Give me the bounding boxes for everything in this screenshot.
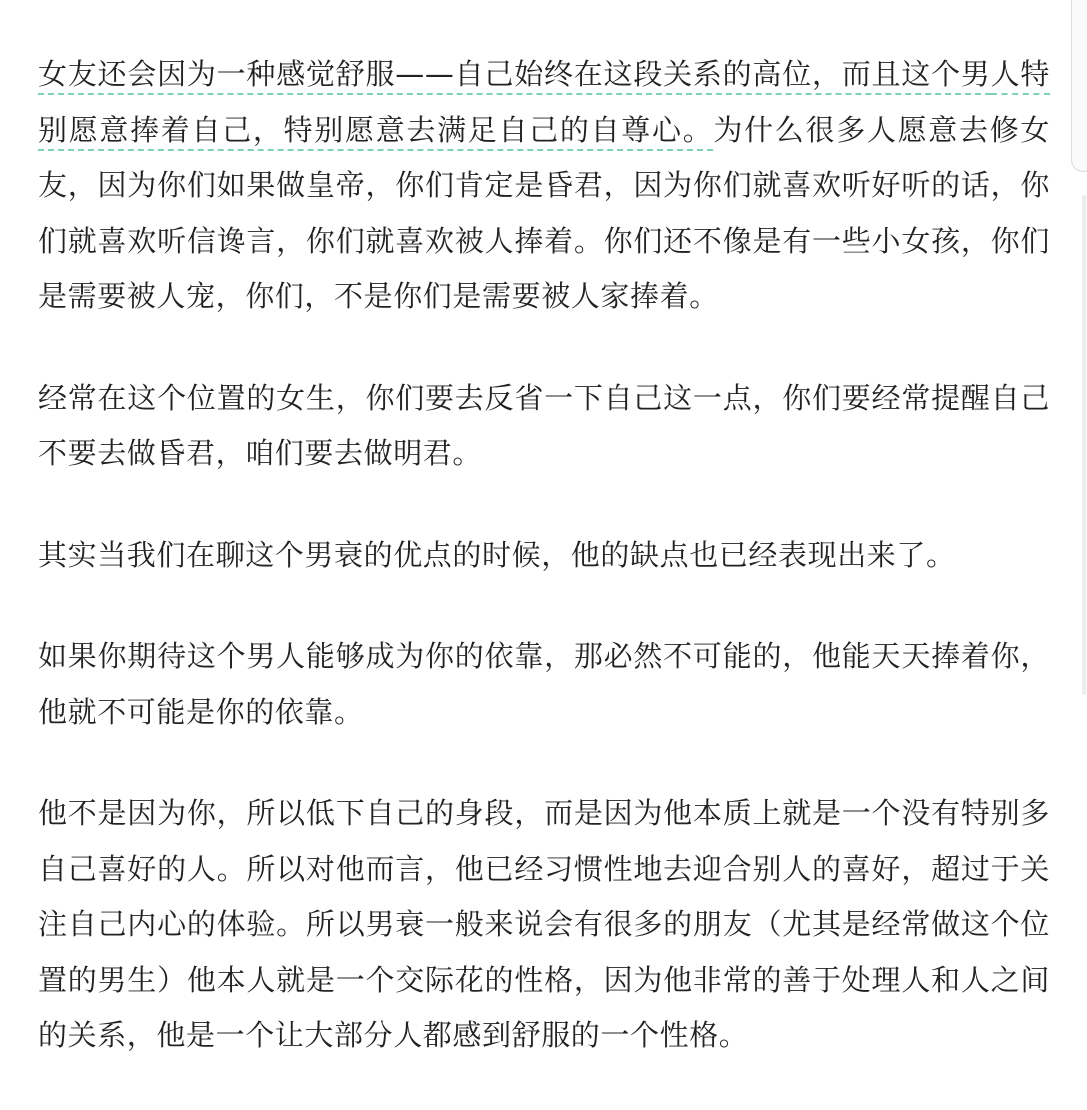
paragraph-1: [38, 47, 1050, 325]
paragraph-3: 其实当我们在聊这个男衰的优点的时候，他的缺点也已经表现出来了。: [38, 537, 956, 572]
paragraph-2: 经常在这个位置的女生，你们要去反省一下自己这一点，你们要经常提醒自己不要去做昏君，咱们要去做明君。: [38, 380, 1050, 470]
scrollbar-track[interactable]: [1082, 195, 1086, 695]
highlighted-text-line-1[interactable]: 女友还会因为一种感觉舒服——自己始终在这段关系的高位，而且这个男: [38, 57, 991, 95]
article-body: [38, 47, 1050, 1110]
paragraph-1-rest: 为什么很多人愿意去修女友，因为你们如果做皇帝，你们肯定是昏君，因为你们就喜欢听好听的话，你们就喜欢听信谗言，你们就喜欢被人捧着。你们还不像是有一些小女孩，你们是需要被人宠，你们，不是你们是需要被人家捧着。: [38, 112, 1051, 313]
floating-scroll-handle[interactable]: [1071, 0, 1087, 172]
highlighted-text-line-2[interactable]: 人特别愿意捧着自己，特别愿意去满足自己的自尊心。: [38, 57, 1050, 151]
paragraph-4: 如果你期待这个男人能够成为你的依靠，那必然不可能的，他能天天捧着你，他就不可能是你的依靠。: [38, 639, 1050, 729]
paragraph-5: 他不是因为你，所以低下自己的身段，而是因为他本质上就是一个没有特别多自己喜好的人。所以对他而言，他已经习惯性地去迎合别人的喜好，超过于关注自己内心的体验。所以男衰一般来说会有很多的朋友（尤其是经常做这个位置的男生）他本人就是一个交际花的性格，因为他非常的善于处理人和人之间的关系，他是一个让大部分人都感到舒服的一个性格。: [38, 796, 1050, 1052]
